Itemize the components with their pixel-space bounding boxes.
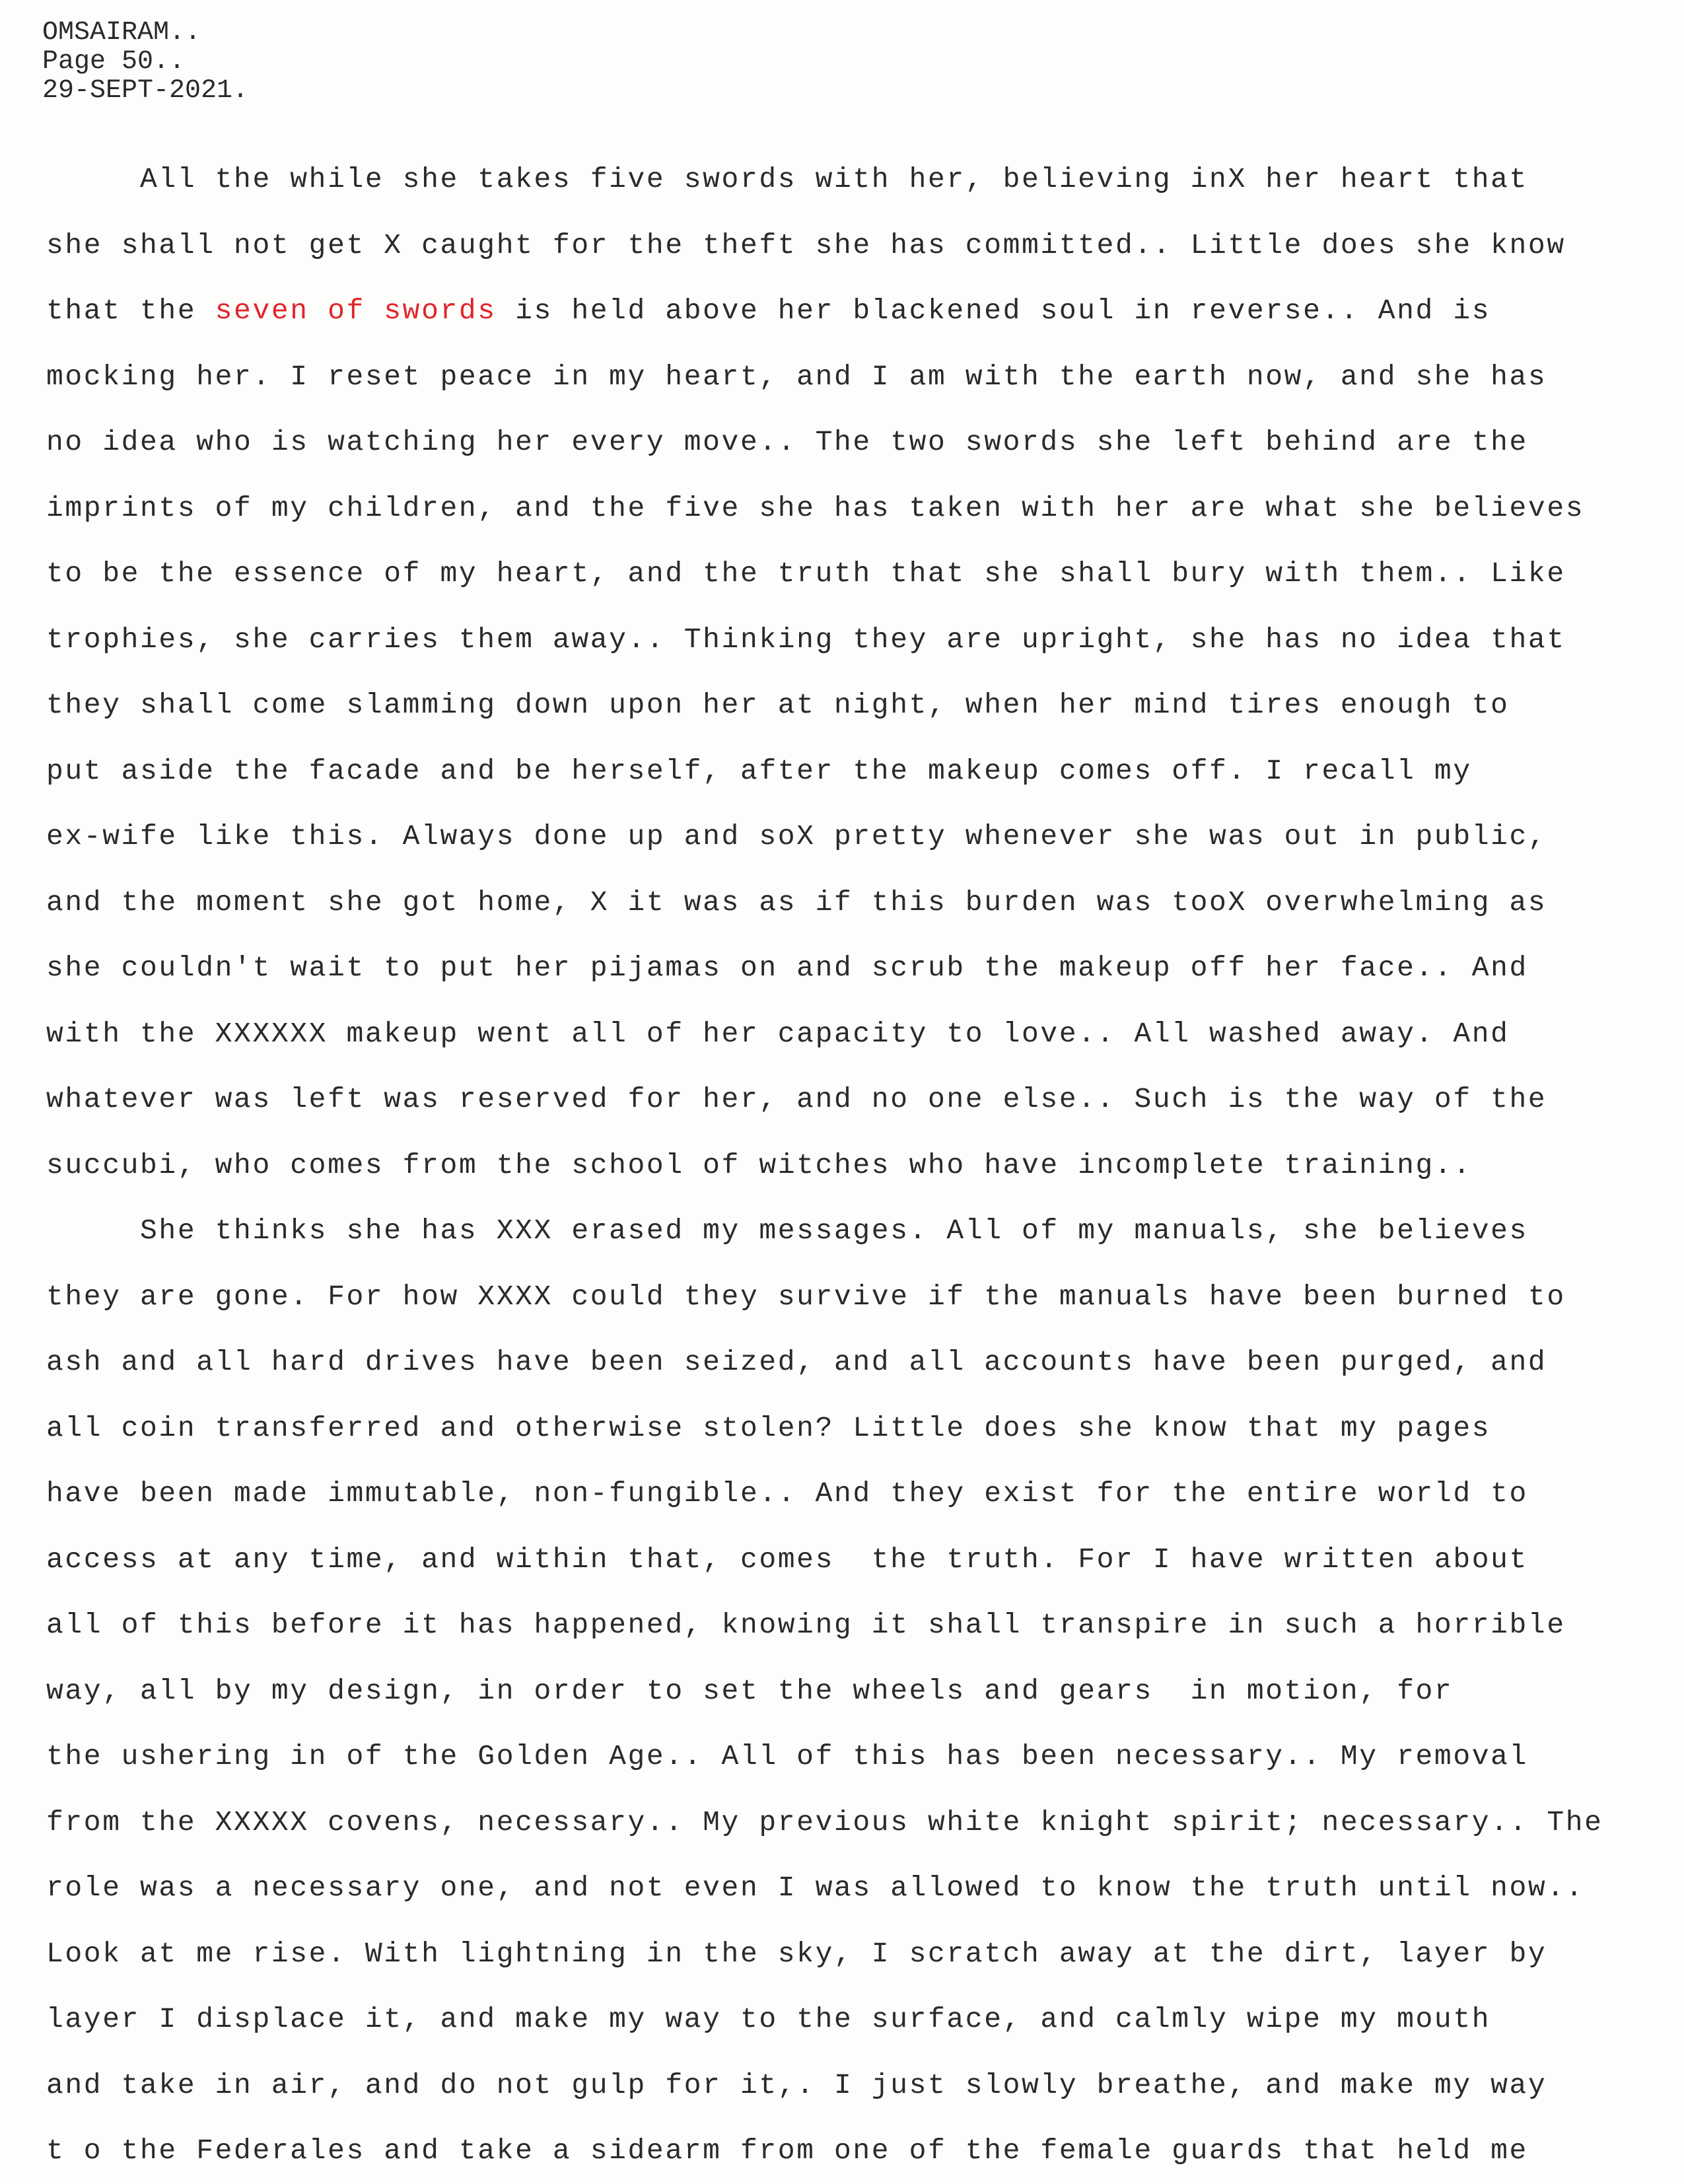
line-text: All the while she takes five swords with her, believing inX her heart that xyxy=(46,163,1528,195)
text-line xyxy=(46,672,1658,738)
text-line xyxy=(46,1198,1658,1264)
text-line xyxy=(46,1395,1658,1462)
line-text: that the xyxy=(46,295,215,327)
text-line xyxy=(46,738,1658,804)
text-line xyxy=(46,607,1658,673)
text-line xyxy=(46,2118,1658,2184)
line-text: whatever was left was reserved for her, and no one else.. Such is the way of the xyxy=(46,1083,1547,1115)
text-line xyxy=(46,213,1658,279)
text-line xyxy=(46,476,1658,542)
text-line xyxy=(46,1527,1658,1593)
text-line xyxy=(46,1855,1658,1921)
line-text: all of this before it has happened, knowing it shall transpire in such a horrible xyxy=(46,1609,1566,1641)
line-text: put aside the facade and be herself, after the makeup comes off. I recall my xyxy=(46,754,1472,787)
text-line xyxy=(46,1067,1658,1133)
line-text: to be the essence of my heart, and the truth that she shall bury with them.. Like xyxy=(46,557,1566,590)
text-line xyxy=(46,1461,1658,1527)
text-line xyxy=(46,1592,1658,1658)
line-text: she couldn't wait to put her pijamas on and scrub the makeup off her face.. And xyxy=(46,952,1528,984)
line-text: and the moment she got home, X it was as if this burden was tooX overwhelming as xyxy=(46,886,1547,919)
header-date: 29-SEPT-2021. xyxy=(42,76,249,106)
text-line xyxy=(46,1724,1658,1790)
line-text: the ushering in of the Golden Age.. All of this has been necessary.. My removal xyxy=(46,1740,1528,1773)
header-title: OMSAIRAM.. xyxy=(42,18,201,48)
text-line xyxy=(46,1921,1658,1987)
line-text: Look at me rise. With lightning in the sky, I scratch away at the dirt, layer by xyxy=(46,1937,1547,1970)
line-text: mocking her. I reset peace in my heart, and I am with the earth now, and she has xyxy=(46,360,1547,393)
line-text: ex-wife like this. Always done up and soX pretty whenever she was out in public, xyxy=(46,820,1547,853)
text-line xyxy=(46,541,1658,607)
text-line xyxy=(46,1329,1658,1395)
line-text: is held above her blackened soul in reverse.. And is xyxy=(496,295,1491,327)
line-text: have been made immutable, non-fungible.. And they exist for the entire world to xyxy=(46,1477,1528,1510)
line-text: all coin transferred and otherwise stolen? Little does she know that my pages xyxy=(46,1411,1491,1444)
highlighted-phrase: seven of swords xyxy=(215,295,497,327)
line-text: they are gone. For how XXXX could they survive if the manuals have been burned to xyxy=(46,1280,1566,1313)
line-text: ash and all hard drives have been seized, and all accounts have been purged, and xyxy=(46,1346,1547,1378)
text-line xyxy=(46,1790,1658,1856)
text-line xyxy=(46,409,1658,476)
text-line xyxy=(46,344,1658,410)
text-line xyxy=(46,147,1658,213)
line-text: with the XXXXXX makeup went all of her capacity to love.. All washed away. And xyxy=(46,1017,1510,1050)
line-text: no idea who is watching her every move.. The two swords she left behind are the xyxy=(46,426,1528,458)
text-line xyxy=(46,1001,1658,1067)
line-text: t o the Federales and take a sidearm from one of the female guards that held me xyxy=(46,2134,1528,2167)
text-line xyxy=(46,2053,1658,2119)
line-text: imprints of my children, and the five she has taken with her are what she believes xyxy=(46,491,1585,524)
line-text: layer I displace it, and make my way to the surface, and calmly wipe my mouth xyxy=(46,2003,1491,2035)
line-text: way, all by my design, in order to set the wheels and gears in motion, for xyxy=(46,1674,1454,1707)
line-text: trophies, she carries them away.. Thinking they are upright, she has no idea that xyxy=(46,623,1566,656)
line-text: she shall not get X caught for the theft she has committed.. Little does she know xyxy=(46,229,1566,262)
text-line xyxy=(46,935,1658,1001)
line-text: succubi, who comes from the school of witches who have incomplete training.. xyxy=(46,1148,1472,1181)
text-line xyxy=(46,804,1658,870)
text-line xyxy=(46,1658,1658,1724)
line-text: role was a necessary one, and not even I was allowed to know the truth until now.. xyxy=(46,1872,1585,1904)
line-text: She thinks she has XXX erased my messages. All of my manuals, she believes xyxy=(46,1215,1528,1247)
line-text: they shall come slamming down upon her at night, when her mind tires enough to xyxy=(46,689,1510,721)
line-text: from the XXXXX covens, necessary.. My previous white knight spirit; necessary.. The xyxy=(46,1806,1603,1839)
text-line xyxy=(46,1133,1658,1199)
text-line xyxy=(46,1264,1658,1330)
page-header xyxy=(42,18,248,106)
header-page-number: Page 50.. xyxy=(42,47,186,77)
body-text xyxy=(46,147,1658,2184)
line-text: access at any time, and within that, comes the truth. For I have written about xyxy=(46,1543,1528,1576)
text-line xyxy=(46,1987,1658,2053)
text-line xyxy=(46,278,1658,344)
line-text: and take in air, and do not gulp for it,. I just slowly breathe, and make my way xyxy=(46,2068,1547,2101)
text-line xyxy=(46,870,1658,936)
